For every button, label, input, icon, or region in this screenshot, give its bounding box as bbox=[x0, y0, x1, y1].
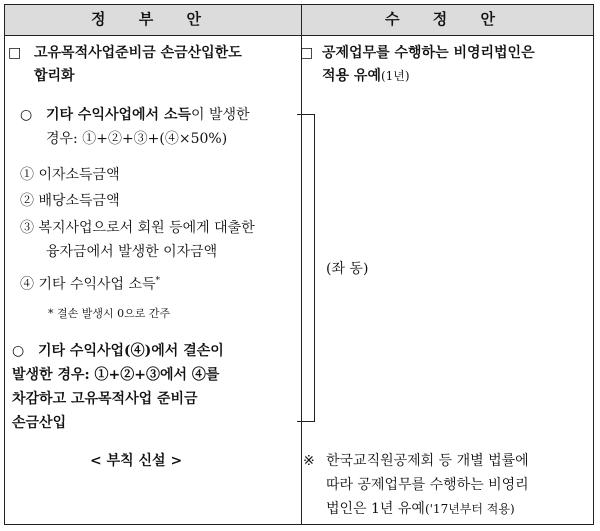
right-note-line1: 한국교직원공제회 등 개별 법률에 bbox=[326, 453, 529, 469]
left-item1-line2: 합리화 bbox=[34, 68, 75, 84]
left-bullet1-line2: 경우: ①+②+③+(④×50%) bbox=[46, 131, 228, 147]
left-sub1: ① 이자소득금액 bbox=[20, 167, 120, 183]
header-divider bbox=[5, 35, 593, 36]
left-bullet2-line3: 차감하고 고유목적사업 준비금 bbox=[12, 391, 198, 407]
right-note-mark: ※ bbox=[303, 453, 315, 469]
left-sub4-mark: * bbox=[155, 276, 161, 286]
right-item1-box: □ bbox=[300, 45, 314, 61]
left-bullet2-mark: ○ bbox=[12, 343, 25, 359]
left-footnote: * 결손 발생시 0으로 간주 bbox=[48, 307, 171, 320]
right-note-line2: 따라 공제업무를 수행하는 비영리 bbox=[326, 477, 529, 493]
right-same-as-left: (좌 동) bbox=[326, 261, 369, 277]
left-supplement-label: < 부칙 신설 > bbox=[90, 453, 183, 469]
left-bullet2-line2: 발생한 경우: ①+②+③에서 ④를 bbox=[12, 367, 220, 383]
header-government-proposal: 정 부 안 bbox=[91, 10, 215, 28]
left-item1-box: □ bbox=[8, 45, 22, 61]
right-item1-line1: 공제업무를 수행하는 비영리법인은 bbox=[322, 45, 535, 61]
right-item1-line2 bbox=[322, 65, 410, 88]
right-item1-line2-rest: (1년) bbox=[380, 69, 410, 83]
bracket-connector bbox=[297, 114, 315, 422]
left-bullet1-mark: ○ bbox=[20, 107, 33, 123]
left-sub4-text: ④ 기타 수익사업 소득 bbox=[20, 276, 156, 293]
left-bullet1-line1 bbox=[46, 104, 250, 127]
left-bullet1-line1-rest: 이 발생한 bbox=[191, 107, 250, 123]
left-sub4 bbox=[20, 270, 160, 297]
left-item1-line1: 고유목적사업준비금 손금산입한도 bbox=[34, 45, 242, 61]
right-note-line3-main: 법인은 1년 유예 bbox=[326, 501, 425, 517]
left-sub3-line1: ③ 복지사업으로서 회원 등에게 대출한 bbox=[20, 220, 255, 236]
right-item1-line2-bold: 적용 유예 bbox=[322, 68, 381, 84]
header-revised-proposal: 수 정 안 bbox=[385, 10, 509, 28]
left-bullet1-line1-bold: 기타 수익사업에서 소득 bbox=[46, 107, 191, 123]
left-sub3-line2: 융자금에서 발생한 이자금액 bbox=[46, 244, 218, 260]
left-sub2: ② 배당소득금액 bbox=[20, 193, 120, 209]
right-note-line3 bbox=[326, 498, 515, 521]
right-note-line3-small: ('17년부터 적용) bbox=[424, 502, 515, 516]
left-bullet2-line1: 기타 수익사업(④)에서 결손이 bbox=[38, 343, 224, 359]
left-bullet2-line4: 손금산입 bbox=[12, 415, 67, 431]
